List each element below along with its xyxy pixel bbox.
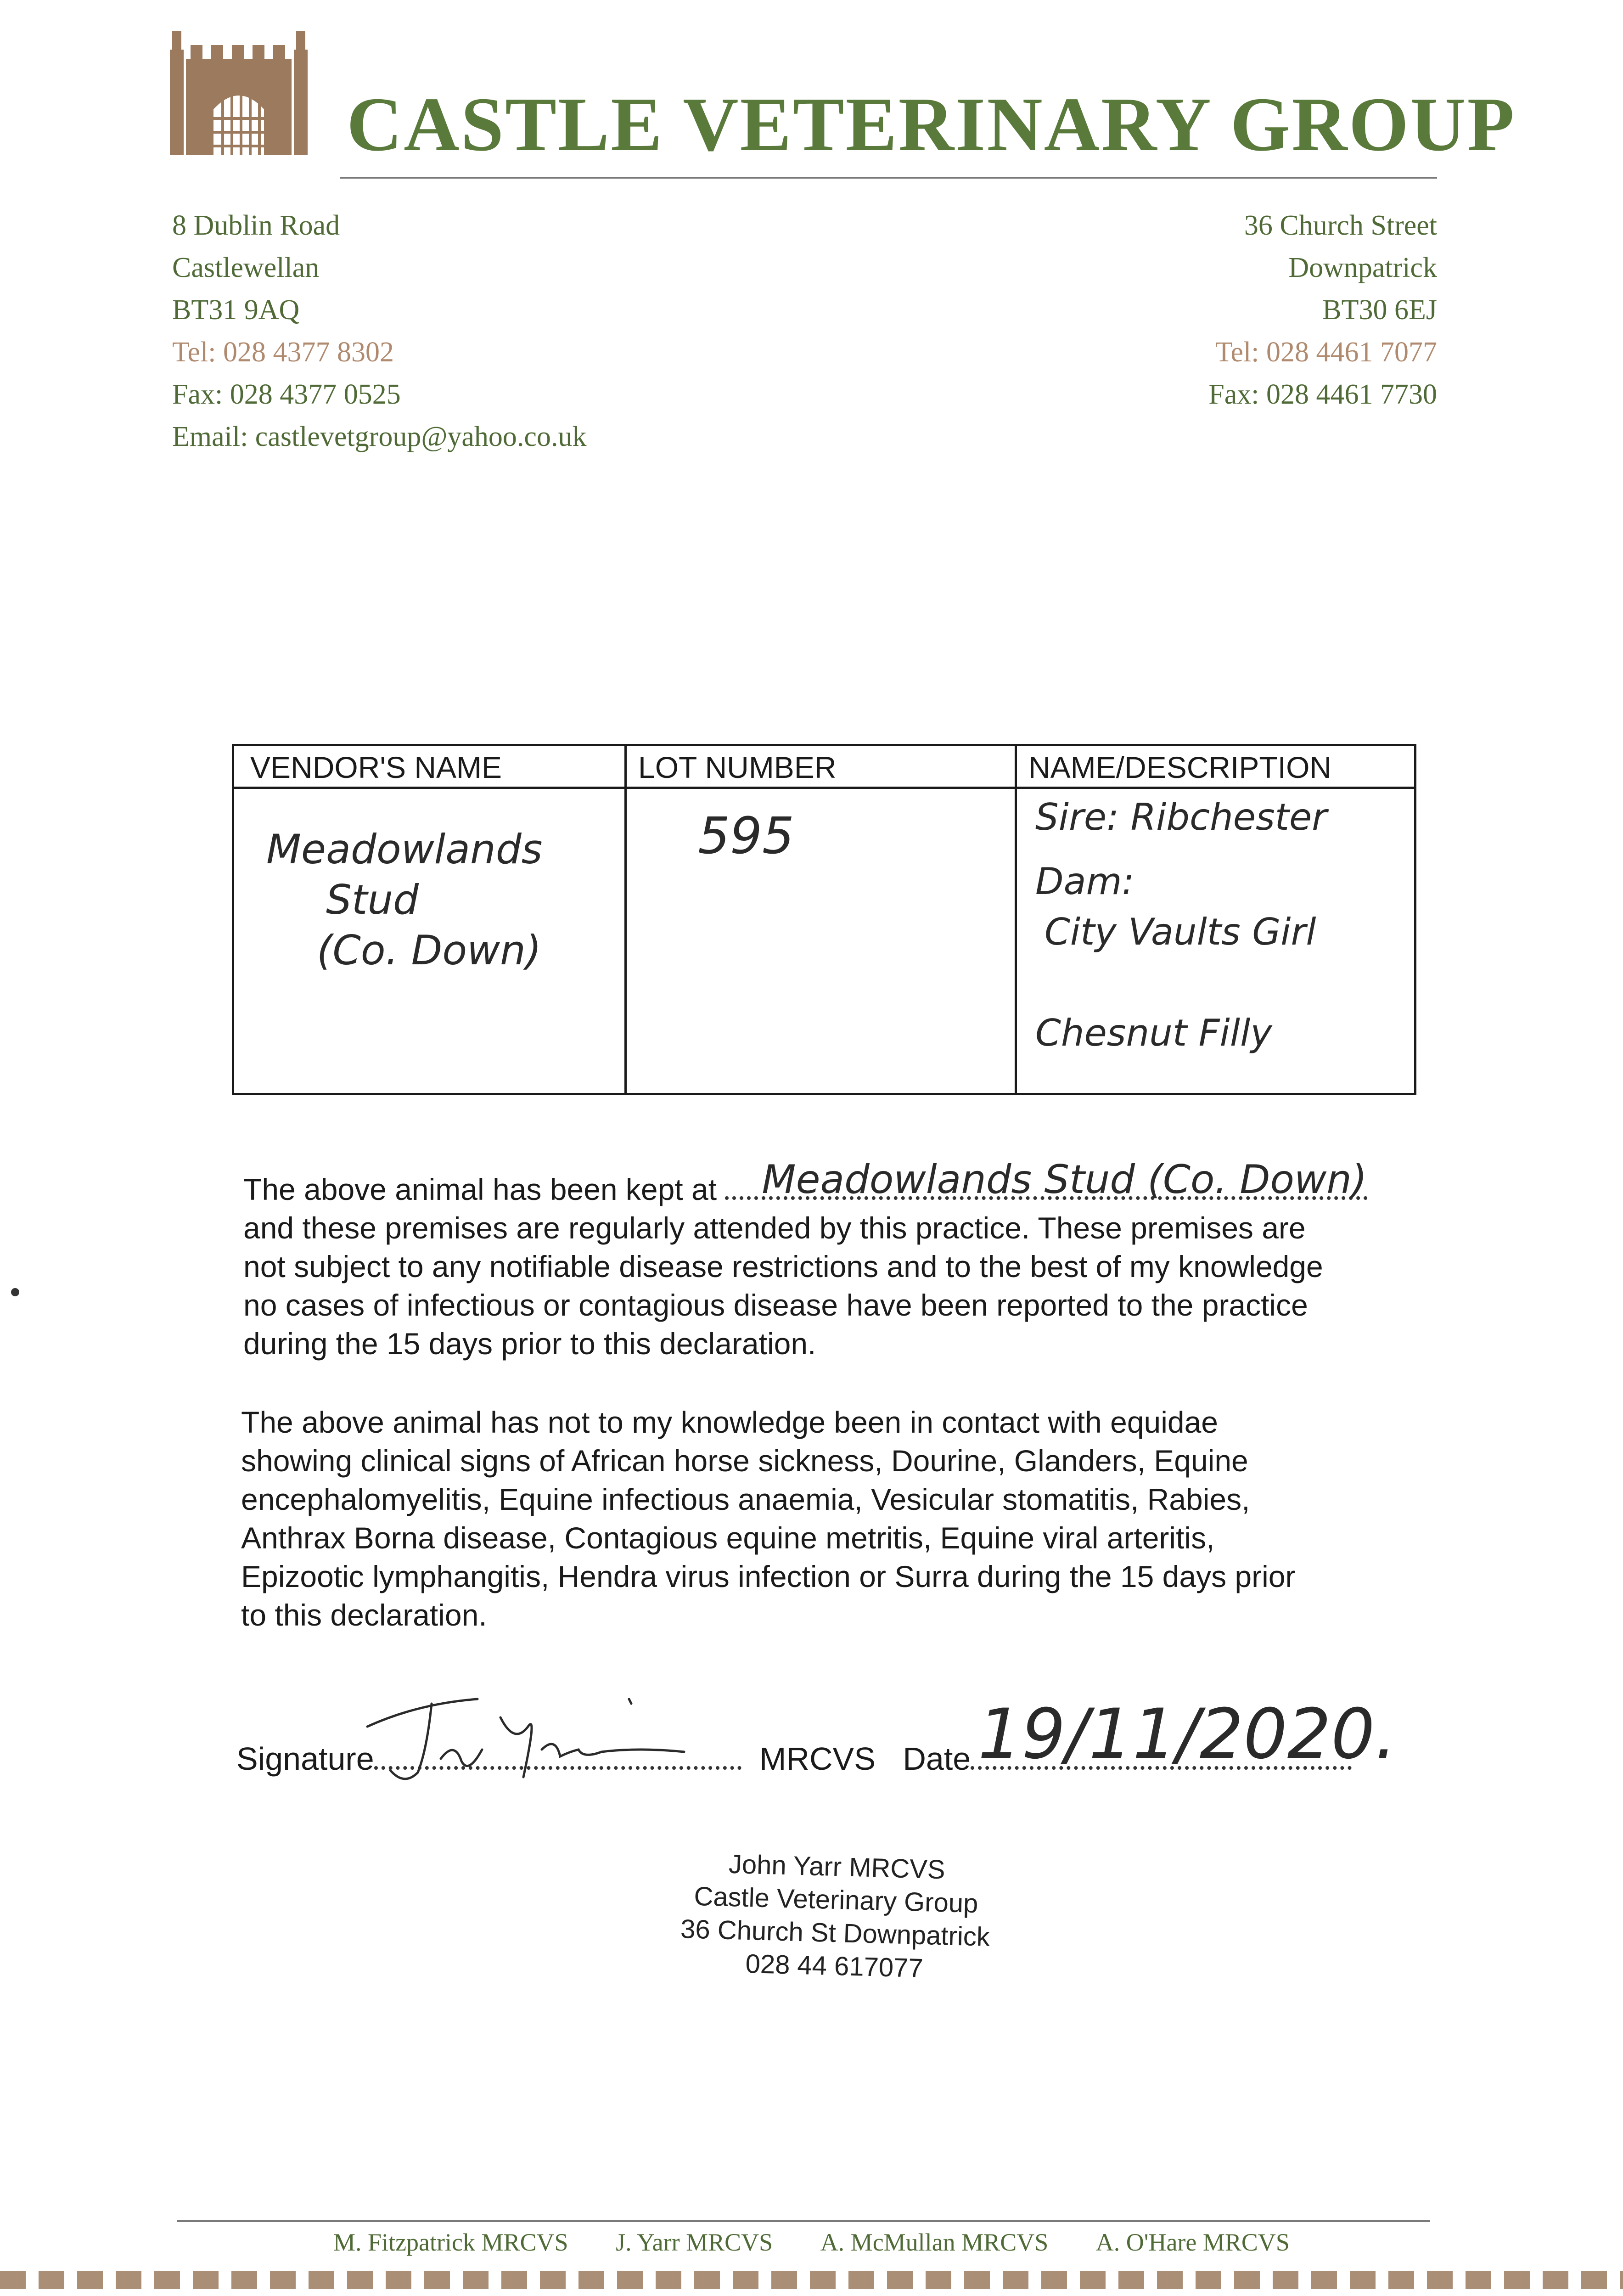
column-divider <box>624 746 627 1093</box>
vet-stamp <box>659 1846 1011 1987</box>
sire: Sire: Ribchester <box>1035 796 1327 838</box>
animal-type: Chesnut Filly <box>1035 1012 1272 1054</box>
vendor-line: (Co. Down) <box>317 927 542 974</box>
header-divider <box>340 177 1437 179</box>
header-lot-number: LOT NUMBER <box>638 750 837 784</box>
left-address <box>172 204 586 458</box>
declaration-line: encephalomyelitis, Equine infectious anaemia, Vesicular stomatitis, Rabies, <box>241 1482 1250 1516</box>
partner-name: A. McMullan MRCVS <box>820 2228 1049 2256</box>
lot-number-value: 595 <box>698 806 794 865</box>
address-line: 8 Dublin Road <box>172 210 340 241</box>
header-vendor-name: VENDOR'S NAME <box>250 750 502 784</box>
decorative-border <box>0 2271 1623 2289</box>
declaration-line: to this declaration. <box>241 1598 487 1632</box>
declaration-line: no cases of infectious or contagious disease have been reported to the practice <box>243 1288 1308 1322</box>
declaration-line: The above animal has not to my knowledge been in contact with equidae <box>241 1405 1219 1439</box>
declaration-line: and these premises are regularly attended by this practice. These premises are <box>243 1211 1306 1245</box>
stamp-line: 028 44 617077 <box>745 1948 924 1984</box>
lot-number-cell <box>698 806 794 865</box>
date-value: 19/11/2020. <box>978 1694 1397 1774</box>
declaration-line: during the 15 days prior to this declaration. <box>243 1327 816 1361</box>
address-line: Castlewellan <box>172 252 320 283</box>
handwritten-signature <box>363 1671 712 1800</box>
stamp-line: Castle Veterinary Group <box>693 1881 979 1919</box>
stamp-line: John Yarr MRCVS <box>728 1849 946 1885</box>
column-divider <box>1015 746 1017 1093</box>
declaration-line: showing clinical signs of African horse sickness, Dourine, Glanders, Equine <box>241 1444 1248 1478</box>
telephone: Tel: 028 4377 8302 <box>172 337 394 368</box>
email: Email: castlevetgroup@yahoo.co.uk <box>172 421 587 452</box>
vendor-line: Meadowlands <box>266 826 543 873</box>
vendor-name-cell <box>266 824 543 976</box>
telephone: Tel: 028 4461 7077 <box>1215 337 1437 368</box>
declaration-lead: The above animal has been kept at <box>243 1172 717 1206</box>
declaration-contact <box>241 1403 1416 1634</box>
animal-table <box>232 744 1416 1095</box>
address-line: BT30 6EJ <box>1322 294 1437 326</box>
partners-list <box>0 2228 1623 2257</box>
partner-name: M. Fitzpatrick MRCVS <box>333 2228 568 2256</box>
declaration-line: not subject to any notifiable disease restrictions and to the best of my knowledge <box>243 1249 1323 1283</box>
date-label: Date <box>903 1741 971 1777</box>
declaration-line: Anthrax Borna disease, Contagious equine metritis, Equine viral arteritis, <box>241 1521 1215 1555</box>
scan-speck <box>11 1288 19 1296</box>
address-line: 36 Church Street <box>1244 210 1437 241</box>
declaration-line <box>243 1157 1419 1209</box>
partner-name: J. Yarr MRCVS <box>616 2228 773 2256</box>
castle-icon <box>170 31 308 160</box>
partner-name: A. O'Hare MRCVS <box>1095 2228 1290 2256</box>
address-line: Downpatrick <box>1288 252 1437 283</box>
vendor-line: Stud <box>326 876 419 923</box>
stamp-line: 36 Church St Downpatrick <box>680 1914 990 1952</box>
header-name-description: NAME/DESCRIPTION <box>1028 750 1332 784</box>
footer-divider <box>177 2220 1430 2222</box>
premises-value: Meadowlands Stud (Co. Down) <box>762 1157 1367 1203</box>
fax: Fax: 028 4377 0525 <box>172 379 401 410</box>
description-cell <box>1035 792 1327 1058</box>
premises-field <box>725 1157 1368 1203</box>
declaration-line: Epizootic lymphangitis, Hendra virus infection or Surra during the 15 days prior <box>241 1559 1296 1593</box>
declaration-premises <box>243 1157 1419 1363</box>
dam-label: Dam: <box>1035 860 1134 903</box>
dam: City Vaults Girl <box>1045 911 1316 953</box>
signature-label: Signature <box>236 1741 374 1777</box>
address-line: BT31 9AQ <box>172 294 300 326</box>
mrcvs-label: MRCVS <box>759 1741 876 1777</box>
organization-name: CASTLE VETERINARY GROUP <box>347 82 1516 167</box>
right-address <box>1208 204 1437 416</box>
fax: Fax: 028 4461 7730 <box>1208 379 1437 410</box>
